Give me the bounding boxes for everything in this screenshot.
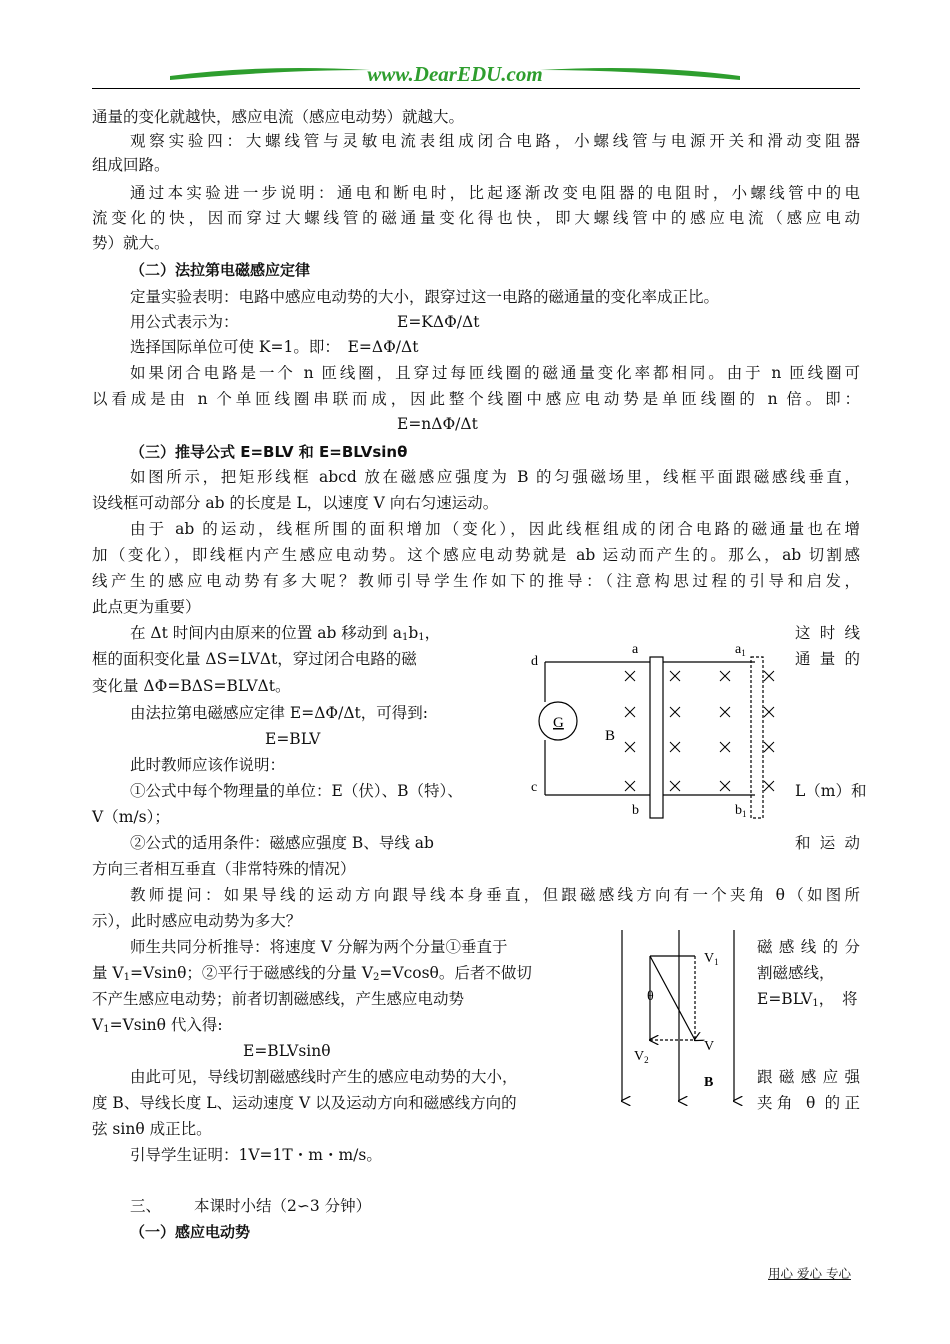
para-line-right: 这时线 (795, 624, 860, 642)
para-line: 设线框可动部分 ab 的长度是 L，以速度 V 向右匀速运动。 (92, 494, 499, 512)
para-line: 度 B、导线长度 L、运动速度 V 以及运动方向和磁感线方向的 (92, 1094, 517, 1112)
para-line: ②公式的适用条件：磁感应强度 B、导线 ab (130, 834, 434, 852)
para-line: 此点更为重要） (92, 598, 201, 616)
svg-text:θ: θ (647, 989, 654, 1004)
para-line: 示），此时感应电动势为多大？ (92, 912, 302, 930)
logo-text: www.DearEDU.com (367, 62, 543, 86)
para-line: 如果闭合电路是一个 n 匝线圈，且穿过每匝线圈的磁通量变化率都相同。由于 n 匝线圈可 (130, 364, 860, 382)
para-line: 用公式表示为： (130, 313, 239, 331)
svg-text:B: B (605, 728, 616, 744)
para-line: 通过本实验进一步说明：通电和断电时，比起逐渐改变电阻器的电阻时，小螺线管中的电 (130, 184, 860, 202)
svg-text:V: V (704, 1039, 715, 1054)
para-line: 定量实验表明：电路中感应电动势的大小，跟穿过这一电路的磁通量的变化率成正比。 (130, 288, 720, 306)
svg-text:a: a (632, 642, 639, 657)
para-line: 不产生感应电动势；前者切割磁感线，产生感应电动势 (92, 990, 465, 1008)
para-line: 由法拉第电磁感应定律 E=ΔΦ/Δt，可得到: (130, 704, 428, 722)
para-line: 由于 ab 的运动，线框所围的面积增加（变化），因此线框组成的闭合电路的磁通量也在增 (130, 520, 860, 538)
formula: E=BLVsinθ (243, 1042, 331, 1060)
para-line: $V_1=Vsin\theta$ 代入得: (92, 1016, 223, 1035)
svg-text:b: b (632, 803, 639, 818)
para-line: 框的面积变化量 ΔS=LVΔt，穿过闭合电路的磁 (92, 650, 417, 668)
para-line: 由此可见，导线切割磁感线时产生的感应电动势的大小， (130, 1068, 518, 1086)
header-logo (170, 60, 740, 88)
para-line-right: 夹角 θ 的正 (757, 1094, 860, 1112)
formula: E=KΔΦ/Δt (397, 313, 480, 331)
para-line: 量 $V_1=Vsin\theta$；②平行于磁感线的分量 $V_2=Vcos\theta$。后者不做切 (92, 964, 532, 983)
svg-text:B: B (704, 1075, 714, 1090)
para-line-right: 通量的 (795, 650, 860, 668)
para-line: 变化量 ΔΦ=BΔS=BLVΔt。 (92, 677, 291, 695)
svg-text:V1: $V_1$ (704, 951, 719, 967)
para-line: 此时教师应该作说明： (130, 756, 286, 774)
svg-text:d: d (531, 654, 538, 669)
para-line-right: $E=BLV_1$， 将 (757, 990, 858, 1009)
para-line-right: 和运动 (795, 834, 860, 852)
formula: E=BLV (265, 730, 321, 748)
v-vector (650, 956, 695, 1040)
para-line: ①公式中每个物理量的单位：E（伏）、B（特）、 (130, 782, 463, 800)
para-line-right: 跟磁感应强 (757, 1068, 860, 1086)
figure-frame-abcd (525, 630, 790, 830)
para-line: 弦 sinθ 成正比。 (92, 1120, 212, 1138)
para-line-right: 割磁感线， (757, 964, 835, 982)
para-line: 势）就大。 (92, 234, 170, 252)
section-heading: （二）法拉第电磁感应定律 (130, 261, 311, 279)
para-line: 教师提问：如果导线的运动方向跟导线本身垂直，但跟磁感线方向有一个夹角 θ（如图所 (130, 886, 860, 904)
logo-swoosh-right (540, 68, 740, 80)
para-line: 选择国际单位可使 K=1。即： E=ΔΦ/Δt (130, 338, 419, 356)
svg-text:b1: $b_1$ (735, 803, 747, 819)
para-line: 通量的变化就越快，感应电流（感应电动势）就越大。 (92, 108, 465, 126)
para-line: 加（变化），即线框内产生感应电动势。这个感应电动势就是 ab 运动而产生的。那么，ab 切割感 (92, 546, 860, 564)
para-line: 在 Δt 时间内由原来的位置 ab 移动到 $a_1b_1$， (130, 624, 441, 643)
section-heading: （一）感应电动势 (130, 1223, 251, 1241)
header-rule (92, 88, 860, 89)
svg-text:G: G (553, 715, 564, 731)
formula: E=nΔΦ/Δt (397, 415, 478, 433)
para-line: 线产生的感应电动势有多大呢？教师引导学生作如下的推导：（注意构思过程的引导和启发， (92, 572, 860, 590)
svg-text:V2: $V_2$ (634, 1049, 649, 1065)
para-line-right: 磁感线的分 (757, 938, 860, 956)
para-line: 师生共同分析推导：将速度 V 分解为两个分量①垂直于 (130, 938, 508, 956)
svg-text:c: c (531, 780, 538, 795)
field-cross-icons (625, 671, 774, 791)
para-line: 引导学生证明：1V=1T・m・m/s。 (130, 1146, 382, 1164)
para-line: 观察实验四：大螺线管与灵敏电流表组成闭合电路，小螺线管与电源开关和滑动变阻器 (130, 132, 860, 150)
logo-swoosh-left (170, 68, 370, 80)
section-heading: （三）推导公式 E=BLV 和 E=BLVsinθ (130, 443, 408, 461)
para-line-right: L（m）和 (795, 782, 867, 800)
section-title: 本课时小结（2∽3 分钟） (194, 1197, 372, 1215)
section-number: 三、 (130, 1197, 162, 1215)
svg-text:a1: $a_1$ (735, 642, 746, 658)
para-line: 以看成是由 n 个单匝线圈串联而成，因此整个线圈中感应电动势是单匝线圈的 n 倍。即： (92, 390, 860, 408)
para-line: 方向三者相互垂直（非常特殊的情况） (92, 860, 356, 878)
para-line: 如图所示，把矩形线框 abcd 放在磁感应强度为 B 的匀强磁场里，线框平面跟磁感线垂直， (130, 468, 860, 486)
footer-text: 用心 爱心 专心 (768, 1266, 851, 1281)
para-line: V（m/s）； (92, 808, 170, 826)
figure-velocity-decomposition (612, 928, 747, 1108)
para-line: 流变化的快，因而穿过大螺线管的磁通量变化得也快，即大螺线管中的感应电流（感应电动 (92, 209, 860, 227)
para-line: 组成回路。 (92, 156, 170, 174)
